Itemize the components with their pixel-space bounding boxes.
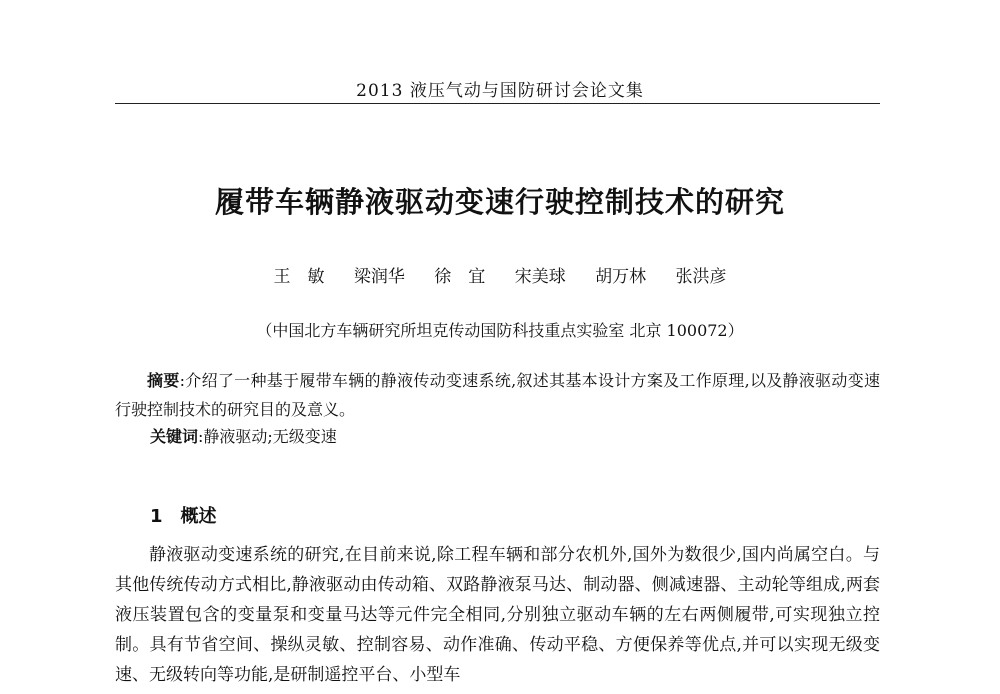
keywords-text: :静液驱动;无级变速: [198, 427, 337, 446]
section-number: 1: [150, 506, 163, 527]
author-name: 胡万林: [595, 267, 647, 287]
author-name: 王 敏: [273, 267, 325, 287]
author-name: 张洪彦: [675, 267, 727, 287]
section-heading: [150, 502, 217, 528]
author-list: [0, 262, 1000, 287]
paper-title: 履带车辆静液驱动变速行驶控制技术的研究: [214, 185, 785, 219]
author-name: 宋美球: [514, 267, 566, 287]
keywords-label: 关键词: [150, 427, 199, 446]
author-name: 梁润华: [353, 267, 405, 287]
section-paragraph: 静液驱动变速系统的研究,在目前来说,除工程车辆和部分农机外,国外为数很少,国内尚属空白。与其他传统传动方式相比,静液驱动由传动箱、双路静液泵马达、制动器、侧减速器、主动轮等组成,两套液压装置包含的变量泵和变量马达等元件完全相同,分别独立驱动车辆的左右两侧履带,可实现独立控制。具有节省空间、操纵灵敏、控制容易、动作准确、传动平稳、方便保养等优点,并可以实现无级变速、无级转向等功能,是研制遥控平台、小型车: [115, 545, 880, 685]
abstract-text: :介绍了一种基于履带车辆的静液传动变速系统,叙述其基本设计方案及工作原理,以及静液驱动变速行驶控制技术的研究目的及意义。: [115, 371, 880, 419]
abstract: [115, 366, 880, 424]
affiliation: （中国北方车辆研究所坦克传动国防科技重点实验室 北京 100072）: [256, 321, 744, 340]
header-rule: [115, 103, 880, 104]
author-name: 徐 宜: [434, 267, 486, 287]
section-title: 概述: [180, 506, 217, 527]
running-header: 2013 液压气动与国防研讨会论文集: [356, 81, 644, 101]
abstract-label: 摘要: [147, 371, 180, 390]
keywords: [150, 424, 337, 447]
